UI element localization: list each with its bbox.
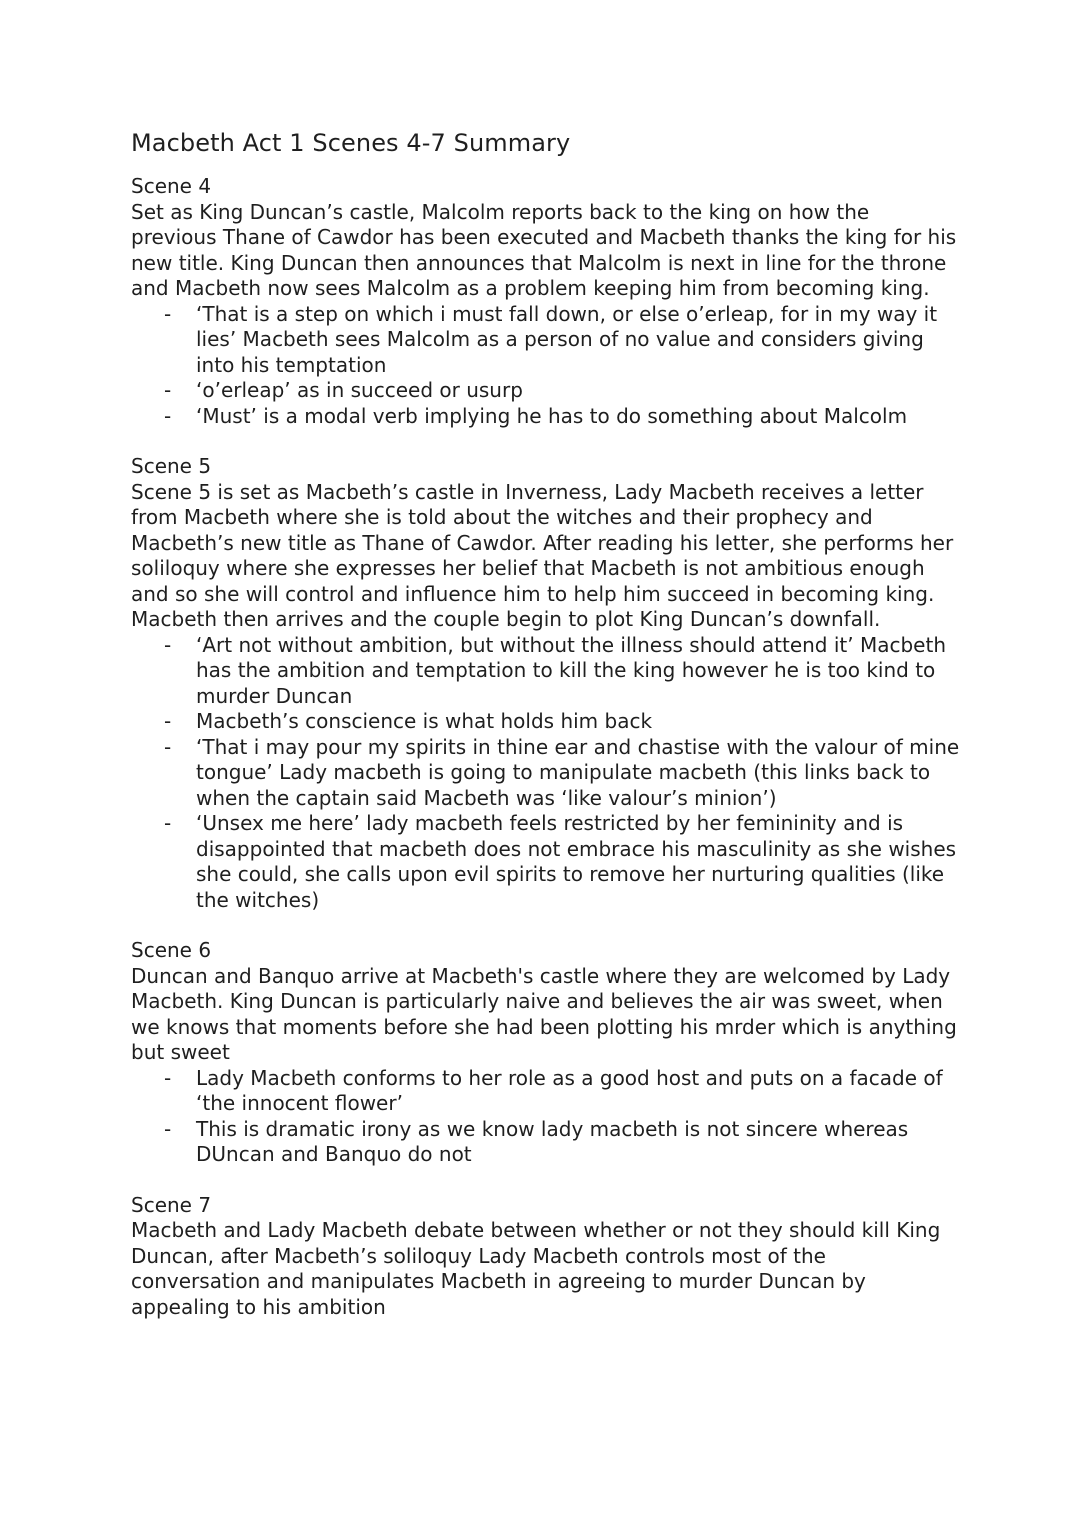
scene-4-bullet-list bbox=[131, 302, 961, 430]
scene-4-bullet: - ‘Must’ is a modal verb implying he has to do something about Malcolm bbox=[196, 404, 961, 430]
scene-5-bullet: - ‘That i may pour my spirits in thine ear and chastise with the valour of mine tongue’ Lady macbeth is going to manipulate macbeth (this links back to when the captain said Macbeth was ‘like valour’s minion’) bbox=[196, 735, 961, 812]
scene-6-heading: Scene 6 bbox=[131, 938, 212, 962]
scene-4-bullet: - ‘That is a step on which i must fall down, or else o’erleap, for in my way it lies’ Macbeth sees Malcolm as a person of no value and considers giving into his temptation bbox=[196, 302, 961, 379]
scene-5-bullet-list bbox=[131, 633, 961, 914]
scene-4-bullet: - ‘o’erleap’ as in succeed or usurp bbox=[196, 378, 961, 404]
scene-4-summary: Set as King Duncan’s castle, Malcolm reports back to the king on how the previous Thane of Cawdor has been executed and Macbeth thanks the king for his new title. King Duncan then announces that Malcolm is next in line for the throne and Macbeth now sees Malcolm as a problem keeping him from becoming king. bbox=[131, 199, 957, 300]
scene-7-section bbox=[131, 1193, 961, 1321]
scene-5-bullet: - ‘Unsex me here’ lady macbeth feels restricted by her femininity and is disappointed that macbeth does not embrace his masculinity as she wishes she could, she calls upon evil spirits to remove her nurturing qualities (like the witches) bbox=[196, 811, 961, 913]
scene-6-bullet-list bbox=[131, 1066, 961, 1168]
scene-5-bullet: - ‘Art not without ambition, but without the illness should attend it’ Macbeth has the ambition and temptation to kill the king however he is too kind to murder Duncan bbox=[196, 633, 961, 710]
scene-6-section bbox=[131, 938, 961, 1168]
scene-5-heading: Scene 5 bbox=[131, 454, 212, 478]
scene-6-summary: Duncan and Banquo arrive at Macbeth's castle where they are welcomed by Lady Macbeth. King Duncan is particularly naive and believes the air was sweet, when we knows that moments before she had been plotting his mrder which is anything but sweet bbox=[131, 963, 957, 1064]
scene-4-section bbox=[131, 174, 961, 429]
scene-4-heading: Scene 4 bbox=[131, 174, 212, 198]
document-title: Macbeth Act 1 Scenes 4-7 Summary bbox=[131, 129, 571, 157]
document-page bbox=[131, 126, 961, 1320]
scene-5-section bbox=[131, 454, 961, 913]
scene-7-summary: Macbeth and Lady Macbeth debate between whether or not they should kill King Duncan, after Macbeth’s soliloquy Lady Macbeth controls most of the conversation and manipulates Macbeth in agreeing to murder Duncan by appealing to his ambition bbox=[131, 1218, 941, 1319]
scene-5-summary: Scene 5 is set as Macbeth’s castle in Inverness, Lady Macbeth receives a letter from Macbeth where she is told about the witches and their prophecy and Macbeth’s new title as Thane of Cawdor. After reading his letter, she performs her soliloquy where she expresses her belief that Macbeth is not ambitious enough and so she will control and influence him to help him succeed in becoming king. Macbeth then arrives and the couple begin to plot King Duncan’s downfall. bbox=[131, 479, 954, 631]
scene-5-bullet: - Macbeth’s conscience is what holds him back bbox=[196, 709, 961, 735]
scene-6-bullet: - This is dramatic irony as we know lady macbeth is not sincere whereas DUncan and Banquo do not bbox=[196, 1117, 961, 1168]
scene-6-bullet: - Lady Macbeth conforms to her role as a good host and puts on a facade of ‘the innocent flower’ bbox=[196, 1066, 961, 1117]
scene-7-heading: Scene 7 bbox=[131, 1192, 212, 1217]
